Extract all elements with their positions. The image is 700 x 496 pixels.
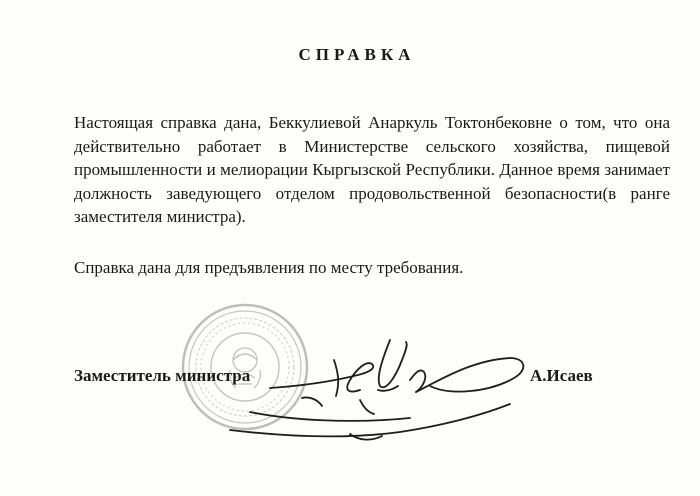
- signatory-name: А.Исаев: [530, 366, 593, 385]
- purpose-paragraph-text: Справка дана для предъявления по месту требования.: [74, 258, 464, 277]
- handwritten-signature-icon: [210, 320, 540, 460]
- main-paragraph: [74, 111, 670, 229]
- purpose-paragraph: [74, 256, 670, 280]
- main-paragraph-text: Настоящая справка дана, Беккулиевой Анаркуль Токтонбековне о том, что она действительно работает в Министерстве сельского хозяйства, пищевой промышленности и мелиорации Кыргызской Республики. Данное время занимает должность заведующего отделом продовольственной безопасности(в ранге заместителя министра).: [74, 113, 670, 226]
- signatory-position: Заместитель министра: [74, 366, 251, 385]
- document-title: СПРАВКА: [298, 45, 416, 64]
